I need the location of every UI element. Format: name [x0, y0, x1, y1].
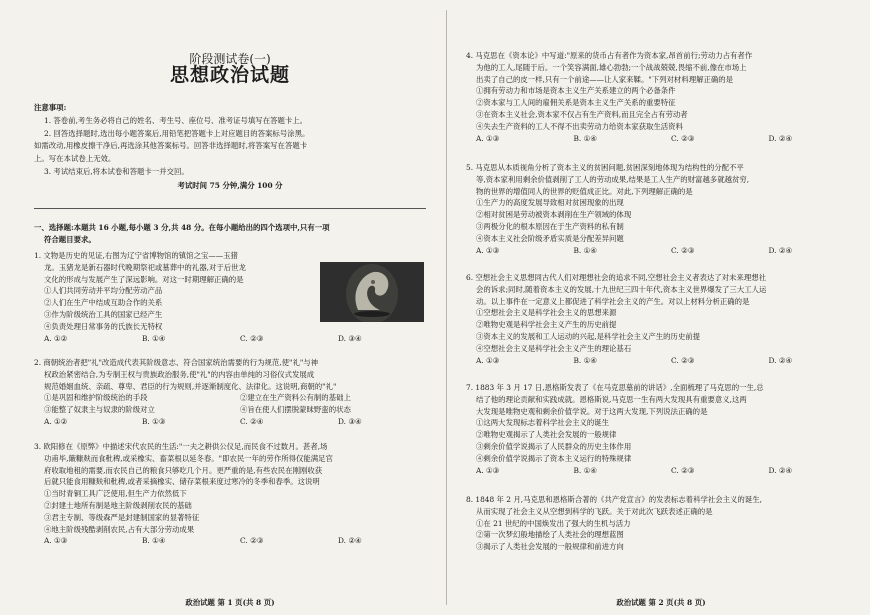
- answer-choices: [34, 333, 426, 345]
- choice-b: B. ①④: [573, 245, 597, 255]
- choice-d: D. ②④: [338, 536, 362, 546]
- statement: ③资本主义的发展和工人运动的兴起,是科学社会主义产生的历史前提: [476, 331, 701, 341]
- question-text: 动。以上事件在一定意义上都促进了科学社会主义的产生。对以上材料分析正确的是: [476, 296, 750, 306]
- notice-item-2: 2. 回答选择题时,选出每小题答案后,用铅笔把答题卡上对应题目的答案标号涂黑。: [44, 128, 310, 138]
- exam-title: 思想政治试题: [169, 64, 290, 86]
- choice-a: A. ①③: [476, 355, 500, 365]
- choice-c: C. ②③: [240, 333, 264, 343]
- choice-a: A. ①③: [476, 245, 500, 255]
- choice-b: B. ①④: [573, 355, 597, 365]
- question-8: [466, 494, 856, 553]
- choice-d: D. ②④: [768, 465, 793, 475]
- section-heading: [34, 222, 426, 246]
- notice-item-2-cont: 如需改动,用橡皮擦干净后,再选涂其他答案标号。回答非选择题时,将答案写在答题卡: [34, 141, 308, 151]
- statement: ③能整了奴隶主与奴隶的阶级对立: [44, 405, 155, 415]
- choice-c: C. ②④: [240, 416, 264, 426]
- notice-block: [34, 102, 426, 193]
- notice-item-1: 1. 答卷前,考生务必将自己的姓名、考生号、座位号、准考证号填写在答题卡上。: [44, 115, 308, 125]
- answer-choices: [466, 245, 856, 257]
- choice-a: A. ①③: [44, 536, 68, 546]
- choice-c: C. ②③: [671, 245, 695, 255]
- choice-a: A. ①③: [476, 133, 500, 143]
- question-2: [34, 357, 426, 428]
- choice-b: B. ①③: [142, 416, 166, 426]
- question-text: 2. 商朝统治者把"礼"改造成代表其阶级意志、符合国家统治需要的行为规范,使"礼"与神: [34, 358, 319, 367]
- statement: ①拥有劳动力和市场是资本主义生产关系建立的两个必备条件: [476, 86, 676, 96]
- question-5: [466, 162, 856, 256]
- section-line-1: 一、选择题:本题共 16 小题,每小题 3 分,共 48 分。在每小题给出的四个选项中,只有一项: [34, 223, 330, 232]
- choice-d: D. ③④: [338, 333, 362, 343]
- statement: ①当时青铜工具广泛使用,但生产力依然低下: [44, 489, 187, 499]
- exam-subtitle: 阶段测试卷(一): [189, 52, 271, 66]
- section-rule: [34, 208, 426, 209]
- choice-b: B. ①④: [573, 465, 597, 475]
- question-text: 后就只能食用糠麸和秕稗,或者采摘橡实、储存菜根来度过寒冷的冬季和春季。这说明: [44, 477, 320, 487]
- statement: ②唯物史观是科学社会主义产生的历史前提: [476, 320, 617, 330]
- answer-choices: [466, 355, 856, 367]
- choice-b: B. ①④: [573, 133, 597, 143]
- exam-time: 考试时间 75 分钟,满分 100 分: [177, 180, 283, 190]
- question-text: 权政治紧密结合,为专制王权与贵族政治服务,使"礼"的内容由单纯的习俗仪式发展成: [44, 369, 315, 379]
- choice-d: D. ②④: [768, 133, 793, 143]
- question-4: [466, 50, 856, 144]
- question-text: 物的世界的增值同人的世界的贬值成正比。对此,下列理解正确的是: [476, 186, 693, 196]
- statement: ①生产力的高度发展导致相对贫困现象的出现: [476, 198, 624, 208]
- choice-a: A. ①②: [44, 416, 68, 426]
- question-text: 为他的工人,尾随于后。一个笑容满面,雄心勃勃;一个战战兢兢,畏缩不前,像在市场上: [476, 62, 747, 72]
- choice-b: B. ①④: [142, 536, 166, 546]
- statements-row: [34, 404, 426, 416]
- statement: ②唯物史观揭示了人类社会发展的一般规律: [476, 430, 617, 440]
- question-text: 4. 马克思在《资本论》中写道:"原来的货币占有者作为资本家,昂首前行;劳动力占有者作: [466, 51, 753, 60]
- choice-b: B. ①④: [142, 333, 166, 343]
- choice-a: A. ①②: [44, 333, 68, 343]
- question-text: 大发现是唯物史观和剩余价值学说。对于这两大发现,下列说法正确的是: [476, 406, 708, 416]
- answer-choices: [466, 133, 856, 145]
- question-text: 文化的形成与发展产生了深远影响。对这一时期理解正确的是: [44, 274, 244, 284]
- choice-c: C. ②③: [671, 355, 695, 365]
- statement: ①这两大发现标志着科学社会主义的诞生: [476, 418, 610, 428]
- question-text: 府收取地租的需要,而农民自己的粮食只够吃几个月。更严重的是,有些农民在刚刚收获: [44, 465, 323, 475]
- statement: ④负责处理日常事务的氏族长无特权: [44, 321, 163, 331]
- question-text: 规范婚姻血统、亲疏、尊卑、君臣的行为规则,并逐渐制度化、法律化。这说明,商朝的"礼": [44, 381, 337, 391]
- question-text: 出卖了自己的皮一样,只有一个前途——让人家来鞣。"下列对材料理解正确的是: [476, 74, 734, 84]
- question-text: 结了他的理论贡献和实践成就。恩格斯说,马克思一生有两大发现具有重要意义,这两: [476, 394, 747, 404]
- page-footer: 政治试题 第 2 页(共 8 页): [616, 598, 706, 607]
- statement: ④剩余价值学说揭示了资本主义运行的特殊规律: [476, 453, 632, 463]
- question-text: 6. 空想社会主义思想同古代人们对理想社会的追求不同,空想社会主义者表达了对未来理想社: [466, 273, 766, 282]
- question-6: [466, 272, 856, 366]
- statement: ①在 21 世纪的中国焕发出了强大的生机与活力: [476, 518, 631, 528]
- statement: ③剩余价值学说揭示了人民群众的历史主体作用: [476, 441, 632, 451]
- choice-d: D. ②④: [768, 355, 793, 365]
- jade-pig-dragon-photo: [320, 262, 424, 322]
- question-text: 功甫毕,簸糠麸而食秕稗,或采橡实、畜菜根以延冬春。"即农民一年的劳作所得仅能满足官: [44, 453, 333, 463]
- statement: ②建立在生产资料公有制的基础上: [240, 393, 351, 403]
- choice-c: C. ②③: [671, 465, 695, 475]
- page-footer: 政治试题 第 1 页(共 8 页): [185, 598, 275, 607]
- answer-choices: [466, 465, 856, 477]
- answer-choices: [34, 535, 426, 547]
- choice-c: C. ②③: [671, 133, 695, 143]
- statement: ③两极分化的根本原因在于生产资料的私有制: [476, 221, 624, 231]
- statement: ②相对贫困是劳动被资本剥削在生产领域的体现: [476, 210, 632, 220]
- page-1: [34, 0, 426, 615]
- statement: ③作为阶级统治工具的国家已经产生: [44, 309, 163, 319]
- question-text: 1. 文物是历史的见证,右图为辽宁省博物馆的镇馆之宝——玉猪: [34, 251, 238, 260]
- statements-row: [34, 392, 426, 404]
- notice-item-3: 3. 考试结束后,将本试卷和答题卡一并交回。: [44, 166, 189, 176]
- notice-heading: 注意事项:: [34, 103, 67, 112]
- jade-pig-dragon-image: [320, 262, 424, 322]
- question-text: 龙。玉猪龙是新石器时代晚期祭祀或墓葬中的礼器,对于后世龙: [44, 262, 246, 272]
- statement: ③在资本主义社会,资本家不仅占有生产资料,而且完全占有劳动者: [476, 109, 688, 119]
- statement: ③揭示了人类社会发展的一般规律和前进方向: [476, 542, 624, 552]
- answer-choices: [34, 416, 426, 428]
- choice-c: C. ②③: [240, 536, 264, 546]
- question-text: 会的诉求;同时,随着资本主义的发展,十九世纪三四十年代,资本主义世界爆发了三大工人运: [476, 284, 767, 294]
- column-divider: [446, 10, 447, 605]
- question-text: 7. 1883 年 3 月 17 日,恩格斯发表了《在马克思墓前的讲话》,全面梳理了马克思的一生,总: [466, 383, 764, 392]
- question-3: [34, 441, 426, 547]
- statement: ②人们在生产中结成互助合作的关系: [44, 298, 163, 308]
- notice-item-2-cont2: 上。写在本试卷上无效。: [34, 154, 116, 164]
- question-text: 5. 马克思从本质视角分析了资本主义的贫困问题,贫困深刻地体现为结构性的分配不平: [466, 163, 744, 172]
- statement: ②第一次梦幻般地描绘了人类社会的理想蓝图: [476, 530, 624, 540]
- question-text: 3. 欧阳修在《原弊》中描述宋代农民的生活:"一夫之耕供公仪足,而民食不过数月。甚者,场: [34, 442, 328, 451]
- statement: ②封建土地所有制是地主阶级剥削农民的基础: [44, 500, 192, 510]
- statement: ④资本主义社会阶级矛盾实质是分配差异问题: [476, 233, 624, 243]
- section-line-2: 符合题目要求。: [44, 234, 96, 244]
- statement: ④失去生产资料的工人不得不出卖劳动力给资本家获取生活资料: [476, 121, 683, 131]
- statement: ④地主阶级残酷剥削农民,占有大部分劳动成果: [44, 524, 195, 534]
- question-text: 8. 1848 年 2 月,马克思和恩格斯合著的《共产党宣言》的发表标志着科学社会主义的诞生,: [466, 495, 762, 504]
- statement: ②资本家与工人间的雇佣关系是资本主义生产关系的重要特征: [476, 98, 676, 108]
- statement: ④旨在使人们摆脱蒙昧野蛮的状态: [240, 405, 351, 415]
- choice-a: A. ①③: [476, 465, 500, 475]
- statement: ①空想社会主义是科学社会主义的思想来源: [476, 308, 617, 318]
- statement: ①人们共同劳动并平均分配劳动产品: [44, 286, 163, 296]
- question-7: [466, 382, 856, 476]
- question-text: 从而实现了社会主义从空想到科学的飞跃。关于对此次飞跃表述正确的是: [476, 506, 713, 516]
- choice-d: D. ②④: [768, 245, 793, 255]
- page-2: [466, 0, 856, 615]
- statement: ④空想社会主义是科学社会主义产生的理论基石: [476, 343, 632, 353]
- statement: ①是巩固和维护阶级统治的手段: [44, 393, 148, 403]
- statement: ③君主专制、等级森严是封建制国家的显著特征: [44, 512, 200, 522]
- choice-d: D. ③④: [338, 416, 362, 426]
- question-text: 等,资本家利用剩余价值剥削了工人的劳动成果,结果是工人生产的财富越多就越贫穷,: [476, 174, 750, 184]
